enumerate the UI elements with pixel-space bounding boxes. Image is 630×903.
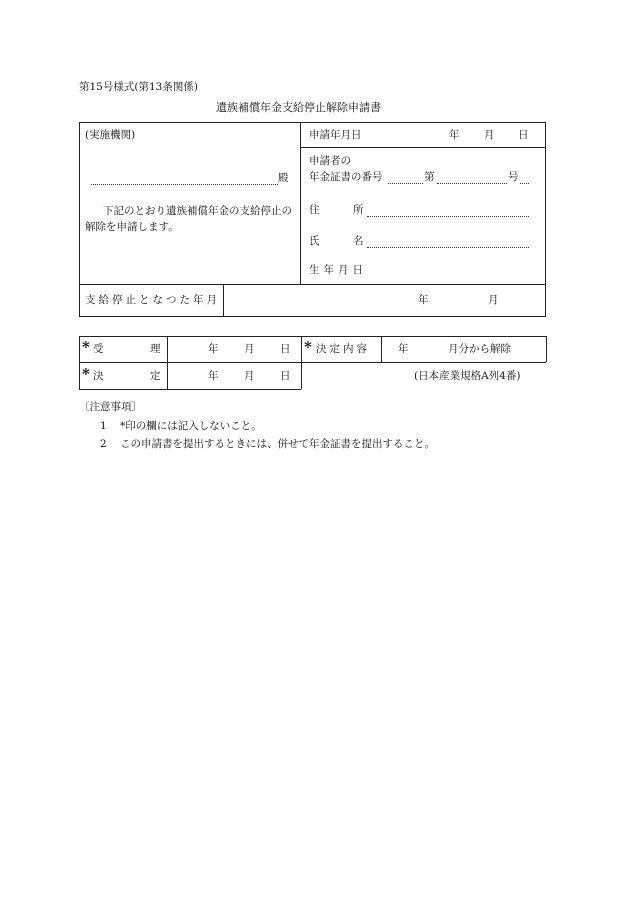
decision-content-release: 月分から解除 [448,343,511,355]
lower-form-left-border [79,336,80,389]
suspension-year: 年 [418,294,429,306]
suspension-month: 月 [488,294,499,306]
pension-number-field-b[interactable] [437,183,507,184]
name-label-b: 名 [353,235,364,247]
decision-content-star: * [304,338,312,356]
pension-number-dai: 第 [424,171,435,183]
birthdate-label: 生年月日 [309,264,367,276]
note-2-number: 2 [100,438,107,450]
receipt-label-a: 受 [93,343,104,355]
pension-number-field-a[interactable] [388,183,423,184]
application-date-divider [300,147,546,148]
receipt-star: * [82,338,90,356]
address-label-b: 所 [353,204,364,216]
decision-label-a: 決 [93,370,104,382]
lower-form-top-line [79,336,546,337]
pension-number-label-2: 年金証書の番号 [309,171,383,183]
pension-number-label-1: 申請者の [309,155,351,167]
note-1-number: 1 [100,420,107,432]
receipt-day: 日 [280,343,291,355]
receipt-label-b: 理 [150,343,161,355]
decision-star: * [82,365,90,383]
receipt-year: 年 [208,343,219,355]
application-date-month: 月 [484,129,495,141]
application-date-year: 年 [449,129,460,141]
decision-content-divider [381,336,382,362]
pension-number-field-c [520,183,529,184]
addressee-suffix: 殿 [278,172,289,184]
decision-day: 日 [280,370,291,382]
pension-number-go: 号 [508,171,519,183]
lower-form-bottom-line [79,389,301,390]
receipt-month: 月 [244,343,255,355]
address-label-a: 住 [309,204,320,216]
form-title: 遺族補償年金支給停止解除申請書 [216,101,381,114]
lower-form-right-border [546,336,547,362]
agency-label: (実施機関) [85,129,136,141]
name-label-a: 氏 [309,235,320,247]
lower-form-middle-line [79,362,546,363]
application-date-day: 日 [518,129,529,141]
form-number: 第15号様式(第13条関係) [79,81,198,93]
decision-month: 月 [244,370,255,382]
decision-label-b: 定 [150,370,161,382]
decision-year: 年 [208,370,219,382]
address-field[interactable] [367,216,529,217]
suspension-label: 支給停止となつた年月 [85,294,220,306]
lower-form-center-divider [301,336,302,389]
notes-heading: 〔注意事項〕 [79,401,142,413]
decision-content-label: 決定内容 [316,343,370,355]
suspension-row-divider [79,284,546,285]
paper-size-note: (日本産業規格A列4番) [414,370,521,382]
lower-form-label-divider [167,336,168,389]
note-2-text: この申請書を提出するときには、併せて年金証書を提出すること。 [120,438,435,450]
decision-content-year: 年 [398,343,409,355]
application-statement: 下記のとおり遺族補償年金の支給停止の解除を申請します。 [85,205,292,233]
name-field[interactable] [367,247,529,248]
agency-name-field[interactable] [91,184,278,185]
suspension-label-divider [223,284,224,317]
application-date-label: 申請年月日 [309,129,362,141]
note-1-text: *印の欄には記入しないこと。 [120,420,262,432]
